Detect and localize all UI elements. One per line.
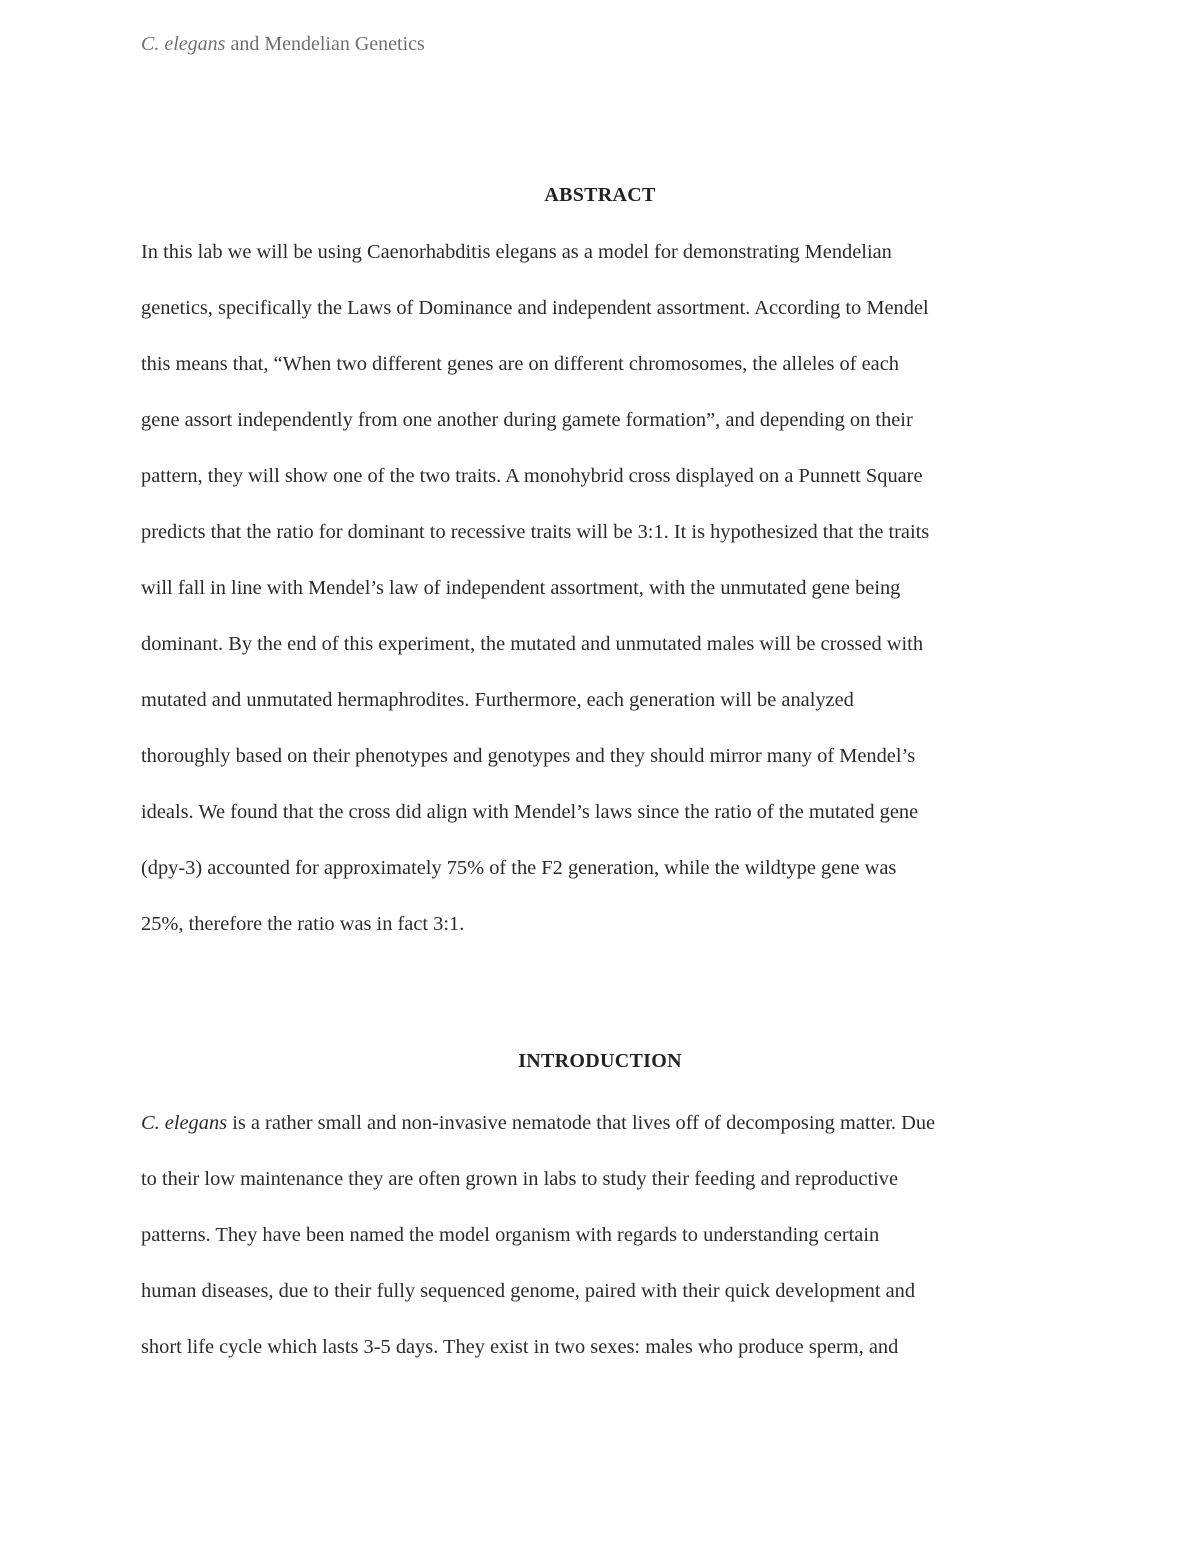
- abstract-heading: ABSTRACT: [544, 184, 656, 206]
- abstract-line: ideals. We found that the cross did align with Mendel’s laws since the ratio of the mutated gene: [141, 801, 919, 823]
- abstract-line: predicts that the ratio for dominant to recessive traits will be 3:1. It is hypothesized that the traits: [141, 521, 930, 543]
- introduction-first-line-text: is a rather small and non-invasive nematode that lives off of decomposing matter. Due: [227, 1112, 936, 1134]
- abstract-line: (dpy-3) accounted for approximately 75% of the F2 generation, while the wildtype gene was: [141, 857, 897, 879]
- abstract-line: In this lab we will be using Caenorhabditis elegans as a model for demonstrating Mendelian: [141, 241, 892, 263]
- abstract-line: pattern, they will show one of the two traits. A monohybrid cross displayed on a Punnett Square: [141, 465, 923, 487]
- running-head-species: C. elegans: [141, 33, 226, 55]
- abstract-line: gene assort independently from one another during gamete formation”, and depending on their: [141, 409, 913, 431]
- abstract-body: [141, 238, 1071, 966]
- abstract-line: dominant. By the end of this experiment, the mutated and unmutated males will be crossed with: [141, 633, 924, 655]
- introduction-heading: INTRODUCTION: [518, 1050, 682, 1072]
- abstract-line: thoroughly based on their phenotypes and genotypes and they should mirror many of Mendel’s: [141, 745, 916, 767]
- species-name: C. elegans: [141, 1112, 228, 1134]
- introduction-line: to their low maintenance they are often grown in labs to study their feeding and reproductive: [141, 1168, 899, 1190]
- abstract-line: will fall in line with Mendel’s law of independent assortment, with the unmutated gene being: [141, 577, 901, 599]
- introduction-line: patterns. They have been named the model organism with regards to understanding certain: [141, 1224, 880, 1246]
- running-head-title: and Mendelian Genetics: [225, 33, 425, 55]
- abstract-line: genetics, specifically the Laws of Dominance and independent assortment. According to Mendel: [141, 297, 929, 319]
- introduction-line: human diseases, due to their fully sequenced genome, paired with their quick development and: [141, 1280, 916, 1302]
- introduction-line: [141, 1109, 1071, 1165]
- abstract-line: mutated and unmutated hermaphrodites. Furthermore, each generation will be analyzed: [141, 689, 854, 711]
- abstract-line: this means that, “When two different genes are on different chromosomes, the alleles of each: [141, 353, 899, 375]
- running-head: [141, 30, 425, 58]
- introduction-line: short life cycle which lasts 3-5 days. They exist in two sexes: males who produce sperm, and: [141, 1336, 899, 1358]
- introduction-body: [141, 1109, 1071, 1389]
- abstract-line: 25%, therefore the ratio was in fact 3:1.: [141, 913, 465, 935]
